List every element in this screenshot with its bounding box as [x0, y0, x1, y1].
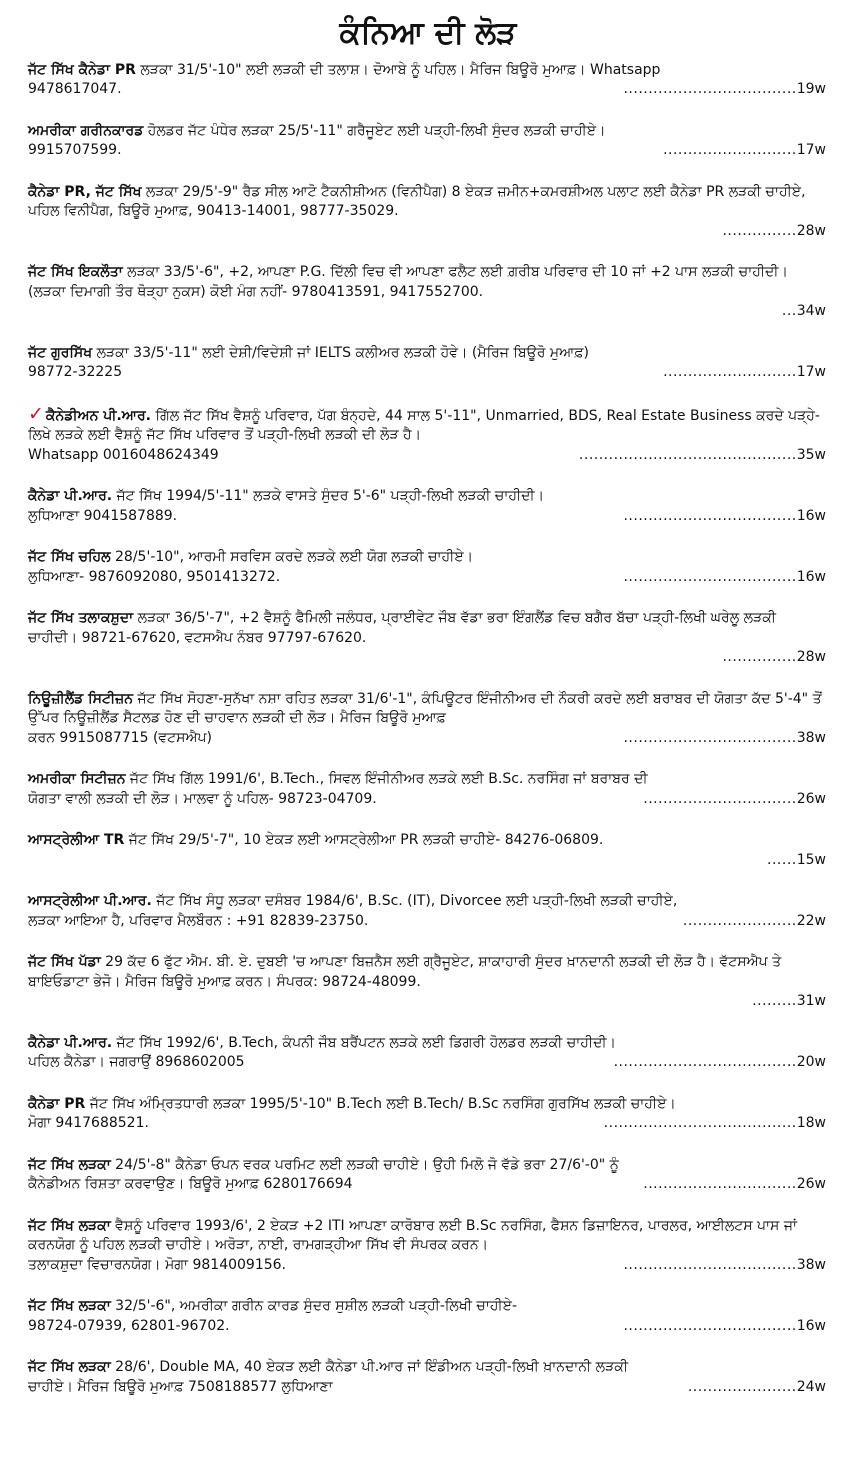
dot-leader: ......... [752, 993, 797, 1010]
classified-ad [28, 402, 828, 466]
classified-ad [28, 1297, 828, 1336]
ad-footer-line [28, 790, 826, 810]
ad-text [28, 1095, 826, 1115]
ad-body: ਜੱਟ ਸਿੱਖ ਅੰਮ੍ਰਿਤਧਾਰੀ ਲੜਕਾ 1995/5'-10" B.Tech ਲਈ B.Tech/ B.Sc ਨਰਸਿੰਗ ਗੁਰਸਿੱਖ ਲੜਕੀ ਚਾਹੀਏ। [85, 1095, 676, 1112]
ad-code-number: 18w [796, 1115, 826, 1132]
page-title: ਕੰਨਿਆ ਦੀ ਲੋੜ [339, 15, 517, 51]
ad-code-number: 19w [796, 81, 826, 98]
ad-code [722, 648, 826, 668]
ad-lead: ਕੈਨੇਡਾ ਪੀ.ਆਰ. [28, 488, 113, 505]
ad-text [28, 831, 826, 851]
ad-lead: ਅਮਰੀਕਾ ਗਰੀਨਕਾਰਡ [28, 122, 144, 139]
ad-lead: ਨਿਊਜ਼ੀਲੈਂਡ ਸਿਟੀਜ਼ਨ [28, 690, 134, 707]
ad-footer-line [28, 507, 826, 527]
classified-ad [28, 1095, 828, 1134]
ad-lead: ਕੈਨੇਡਾ PR, ਜੱਟ ਸਿੱਖ [28, 183, 142, 200]
dot-leader: ... [781, 303, 797, 320]
ad-contact: ਚਾਹੀਏ। ਮੈਰਿਜ ਬਿਊਰੋ ਮੁਆਫ਼ 7508188577 ਲੁਧਿਆਣਾ [28, 1378, 333, 1395]
ad-code [623, 507, 826, 527]
ad-lead: ਜੱਟ ਸਿੱਖ ਲੜਕਾ [28, 1359, 111, 1376]
ad-lead: ਜੱਟ ਸਿੱਖ ਕੈਨੇਡਾ PR [28, 61, 136, 78]
dot-leader: ..................................... [613, 1054, 797, 1071]
ad-footer-line [28, 1114, 826, 1134]
ad-code [623, 1317, 826, 1337]
ad-contact: ਤਲਾਕਸ਼ੁਦਾ ਵਿਚਾਰਨਯੋਗ। ਮੋਗਾ 9814009156. [28, 1256, 287, 1273]
ad-lead: ਕੈਨੇਡਾ ਪੀ.ਆਰ. [28, 1034, 113, 1051]
ad-code-number: 16w [796, 1317, 826, 1334]
ad-contact: Whatsapp 0016048624349 [28, 446, 219, 463]
ad-code [614, 1053, 826, 1073]
ad-contact: ਲੜਕਾ ਆਇਆ ਹੈ, ਪਰਿਵਾਰ ਮੈਲਬੌਰਨ : +91 82839-23750. [28, 912, 369, 929]
ad-footer-line [28, 141, 826, 161]
ad-footer-line [28, 363, 826, 383]
ad-code [643, 790, 826, 810]
ad-code [782, 302, 826, 322]
classified-ad [28, 770, 828, 809]
ad-text [28, 548, 826, 568]
ad-body: ਜੱਟ ਸਿੱਖ ਗਿੱਲ 1991/6', B.Tech., ਸਿਵਲ ਇੰਜੀਨੀਅਰ ਲੜਕੇ ਲਈ B.Sc. ਨਰਸਿੰਗ ਜਾਂ ਬਰਾਬਰ ਦੀ [125, 771, 648, 788]
ad-text [28, 953, 826, 992]
dot-leader: ........................... [663, 364, 797, 381]
ad-lead: ਆਸਟ੍ਰੇਲੀਆ TR [28, 832, 125, 849]
ad-contact: ਲੁਧਿਆਣਾ 9041587889. [28, 507, 178, 524]
classified-ad [28, 953, 828, 1012]
classified-ad [28, 487, 828, 526]
ad-text [28, 1217, 826, 1256]
dot-leader: ................................... [623, 1256, 797, 1273]
ad-body: ਵੈਸ਼ਨੂੰ ਪਰਿਵਾਰ 1993/6', 2 ਏਕੜ +2 ITI ਆਪਣਾ ਕਾਰੋਬਾਰ ਲਈ B.Sc ਨਰਸਿੰਗ, ਫੈਸ਼ਨ ਡਿਜ਼ਾਇਨਰ, ਪਾਰਲਰ, ਆਈਲਟਸ ਪਾਸ ਜਾਂ ਕਰਨਯੋਗ ਨੂੰ ਪਹਿਲ ਲੜਕੀ ਚਾਹੀਏ। ਅਰੋੜਾ, ਨਾਈ, ਰਾਮਗੜ੍ਹੀਆ ਸਿੱਖ ਵੀ ਸੰਪਰਕ ਕਰਨ। [28, 1217, 797, 1254]
dot-leader: ........................... [663, 142, 797, 159]
ad-code-number: 31w [796, 993, 826, 1010]
ad-lead: ਜੱਟ ਸਿੱਖ ਲੜਕਾ [28, 1217, 111, 1234]
ad-contact: ਮੋਗਾ 9417688521. [28, 1115, 149, 1132]
classified-ad [28, 344, 828, 383]
ad-footer-line [28, 1317, 826, 1337]
ad-footer-line [28, 302, 826, 322]
classified-ad [28, 831, 828, 870]
ad-code-number: 15w [796, 851, 826, 868]
ad-body: 29 ਕੱਦ 6 ਫੁੱਟ ਐਮ. ਬੀ. ਏ. ਦੁਬਈ 'ਚ ਆਪਣਾ ਬਿਜ਼ਨੈਸ ਲਈ ਗ੍ਰੈਜੂਏਟ, ਸ਼ਾਕਾਹਾਰੀ ਸੁੰਦਰ ਖ਼ਾਨਦਾਨੀ ਲੜਕੀ ਦੀ ਲੋੜ ਹੈ। ਵੱਟਸਐਪ ਤੇ ਬਾਇਓਡਾਟਾ ਭੇਜੋ। ਮੈਰਿਜ ਬਿਊਰੋ ਮੁਆਫ਼ ਕਰਨ। ਸੰਪਰਕ: 98724-48099. [28, 954, 782, 990]
ad-contact: ਲੁਧਿਆਣਾ- 9876092080, 9501413272. [28, 568, 281, 585]
ad-body: ਲੜਕਾ 31/5'-10" ਲਈ ਲੜਕੀ ਦੀ ਤਲਾਸ਼। ਦੋਆਬੇ ਨੂੰ ਪਹਿਲ। ਮੈਰਿਜ ਬਿਊਰੋ ਮੁਆਫ਼। Whatsapp [135, 61, 661, 78]
ad-body: ਜੱਟ ਸਿੱਖ ਸੰਧੂ ਲੜਕਾ ਦਸੰਬਰ 1984/6', B.Sc. (IT), Divorcee ਲਈ ਪੜ੍ਹੀ-ਲਿਖੀ ਲੜਕੀ ਚਾਹੀਏ, [151, 893, 678, 910]
classified-ad [28, 61, 828, 100]
ad-code-number: 22w [796, 912, 826, 929]
ad-contact: ਪਹਿਲ ਕੈਨੇਡਾ। ਜਗਰਾਉਂ 8968602005 [28, 1054, 245, 1071]
ad-code-number: 38w [796, 1256, 826, 1273]
ad-code [623, 568, 826, 588]
ad-footer-line [28, 648, 826, 668]
ad-code [643, 1175, 826, 1195]
ad-text [28, 1156, 826, 1176]
ad-lead: ਜੱਟ ਸਿੱਖ ਪੱਡਾ [28, 954, 101, 971]
ad-lead: ਜੱਟ ਸਿੱਖ ਲੜਕਾ [28, 1298, 111, 1315]
ad-contact: ਕਰਨ 9915087715 (ਵਟਸਐਪ) [28, 729, 212, 746]
classified-ad [28, 1217, 828, 1276]
dot-leader: ................................... [623, 568, 797, 585]
ad-code-number: 38w [796, 729, 826, 746]
ad-text [28, 122, 826, 142]
classified-ad [28, 263, 828, 322]
ad-code-number: 20w [796, 1054, 826, 1071]
dot-leader: ............... [722, 649, 797, 666]
dot-leader: ............................... [643, 790, 797, 807]
ad-code [663, 363, 826, 383]
ad-text [28, 1034, 826, 1054]
ad-text [28, 402, 826, 446]
ad-body: ਗਿੱਲ ਜੱਟ ਸਿੱਖ ਵੈਸ਼ਨੂੰ ਪਰਿਵਾਰ, ਪੱਗ ਬੰਨ੍ਹਦੇ, 44 ਸਾਲ 5'-11", Unmarried, BDS, Real Estate Business ਕਰਦੇ ਪੜ੍ਹੇ-ਲਿਖੇ ਲੜਕੇ ਲਈ ਵੈਸ਼ਨੂੰ ਜੱਟ ਸਿੱਖ ਪਰਿਵਾਰ ਤੋਂ ਪੜ੍ਹੀ-ਲਿਖੀ ਲੜਕੀ ਦੀ ਲੋੜ ਹੈ। [28, 407, 820, 444]
ad-footer-line [28, 851, 826, 871]
ad-lead: ਕੈਨੇਡੀਅਨ ਪੀ.ਆਰ. [45, 407, 151, 424]
ad-code [623, 1256, 826, 1276]
ad-contact: ਯੋਗਤਾ ਵਾਲੀ ਲੜਕੀ ਦੀ ਲੋੜ। ਮਾਲਵਾ ਨੂੰ ਪਹਿਲ- 98723-04709. [28, 790, 377, 807]
ad-code [623, 729, 826, 749]
dot-leader: ....................... [682, 912, 797, 929]
ad-footer-line [28, 222, 826, 242]
ad-code-number: 34w [796, 303, 826, 320]
classified-ad [28, 1034, 828, 1073]
ad-contact: 9915707599. [28, 142, 122, 159]
ad-body: 32/5'-6", ਅਮਰੀਕਾ ਗਰੀਨ ਕਾਰਡ ਸੁੰਦਰ ਸੁਸ਼ੀਲ ਲੜਕੀ ਪੜ੍ਹੀ-ਲਿਖੀ ਚਾਹੀਏ- [110, 1298, 518, 1315]
ad-footer-line [28, 1175, 826, 1195]
dot-leader: ............................................ [578, 446, 797, 463]
dot-leader: ............................... [643, 1176, 797, 1193]
ad-text [28, 690, 826, 729]
ad-footer-line [28, 1256, 826, 1276]
ad-code-number: 17w [796, 142, 826, 159]
ad-text [28, 1297, 826, 1317]
ad-footer-line [28, 729, 826, 749]
dot-leader: ...... [767, 851, 797, 868]
ad-contact: 9478617047. [28, 81, 122, 98]
ad-body: ਜੱਟ ਸਿੱਖ ਸੋਹਣਾ-ਸੁਨੱਖਾ ਨਸ਼ਾ ਰਹਿਤ ਲੜਕਾ 31/6'-1", ਕੰਪਿਊਟਰ ਇੰਜੀਨੀਅਰ ਦੀ ਨੌਕਰੀ ਕਰਦੇ ਲਈ ਬਰਾਬਰ ਦੀ ਯੋਗਤਾ ਕੱਦ 5'-4" ਤੋਂ ਉੱਪਰ ਨਿਊਜ਼ੀਲੈਂਡ ਸੈਟਲਡ ਹੋਣ ਦੀ ਚਾਹਵਾਨ ਲੜਕੀ ਦੀ ਲੋੜ। ਮੈਰਿਜ ਬਿਊਰੋ ਮੁਆਫ਼ [28, 690, 822, 727]
ad-code-number: 26w [796, 1176, 826, 1193]
ad-text [28, 487, 826, 507]
ad-text [28, 61, 826, 81]
ad-body: 28/6', Double MA, 40 ਏਕੜ ਲਈ ਕੈਨੇਡਾ ਪੀ.ਆਰ ਜਾਂ ਇੰਡੀਅਨ ਪੜ੍ਹੀ-ਲਿਖੀ ਖ਼ਾਨਦਾਨੀ ਲੜਕੀ [110, 1359, 629, 1376]
ad-text [28, 344, 826, 364]
ad-code-number: 28w [796, 649, 826, 666]
dot-leader: ...................... [687, 1378, 797, 1395]
ad-body: ਲੜਕਾ 33/5'-11" ਲਈ ਦੇਸ਼ੀ/ਵਿਦੇਸ਼ੀ ਜਾਂ IELTS ਕਲੀਅਰ ਲੜਕੀ ਹੋਵੇ। (ਮੈਰਿਜ ਬਿਊਰੋ ਮੁਆਫ਼) [92, 344, 589, 361]
ad-text [28, 1358, 826, 1378]
ad-code-number: 16w [796, 507, 826, 524]
ad-code [579, 446, 826, 466]
ad-code [683, 912, 826, 932]
ad-body: ਜੱਟ ਸਿੱਖ 1994/5'-11" ਲੜਕੇ ਵਾਸਤੇ ਸੁੰਦਰ 5'-6" ਪੜ੍ਹੀ-ਲਿਖੀ ਲੜਕੀ ਚਾਹੀਦੀ। [112, 488, 545, 505]
ad-lead: ਕੈਨੇਡਾ PR [28, 1095, 86, 1112]
ad-contact: 98724-07939, 62801-96702. [28, 1317, 230, 1334]
dot-leader: ................................... [623, 1317, 797, 1334]
ad-lead: ਜੱਟ ਸਿੱਖ ਲੜਕਾ [28, 1156, 111, 1173]
ad-code-number: 26w [796, 790, 826, 807]
ad-code [688, 1378, 826, 1398]
dot-leader: ................................... [623, 81, 797, 98]
ad-code-number: 16w [796, 568, 826, 585]
ad-lead: ਆਸਟ੍ਰੇਲੀਆ ਪੀ.ਆਰ. [28, 893, 152, 910]
classified-ad [28, 690, 828, 749]
ad-footer-line [28, 992, 826, 1012]
ad-body: ਜੱਟ ਸਿੱਖ 1992/6', B.Tech, ਕੰਪਨੀ ਜੌਬ ਬਰੈਂਪਟਨ ਲੜਕੇ ਲਈ ਡਿਗਰੀ ਹੋਲਡਰ ਲੜਕੀ ਚਾਹੀਦੀ। [112, 1034, 616, 1051]
ad-code [663, 141, 826, 161]
classified-ad [28, 892, 828, 931]
ad-body: ਲੜਕਾ 33/5'-6", +2, ਆਪਣਾ P.G. ਦਿੱਲੀ ਵਿਚ ਵੀ ਆਪਣਾ ਫਲੈਟ ਲਈ ਗ਼ਰੀਬ ਪਰਿਵਾਰ ਦੀ 10 ਜਾਂ +2 ਪਾਸ ਲੜਕੀ ਚਾਹੀਦੀ। (ਲੜਕਾ ਦਿਮਾਗੀ ਤੌਰ ਥੋੜ੍ਹਾ ਨੁਕਸ) ਕੋਈ ਮੰਗ ਨਹੀਂ- 9780413591, 9417552700. [28, 264, 788, 300]
dot-leader: ....................................... [603, 1115, 797, 1132]
ad-lead: ਜੱਟ ਗੁਰਸਿੱਖ [28, 344, 93, 361]
checkmark-icon: ✓ [28, 402, 44, 425]
ad-body: ਲੜਕਾ 36/5'-7", +2 ਵੈਸ਼ਨੂੰ ਫੈਮਿਲੀ ਜਲੰਧਰ, ਪ੍ਰਾਈਵੇਟ ਜੌਬ ਵੱਡਾ ਭਰਾ ਇੰਗਲੈਂਡ ਵਿਚ ਬਗੈਰ ਬੱਚਾ ਪੜ੍ਹੀ-ਲਿਖੀ ਘਰੇਲੂ ਲੜਕੀ ਚਾਹੀਦੀ। 98721-67620, ਵਟਸਐਪ ਨੰਬਰ 97797-67620. [28, 610, 777, 646]
classified-ad [28, 1358, 828, 1397]
ad-text [28, 609, 826, 648]
ad-body: ਜੱਟ ਸਿੱਖ 29/5'-7", 10 ਏਕੜ ਲਈ ਆਸਟ੍ਰੇਲੀਆ PR ਲੜਕੀ ਚਾਹੀਏ- 84276-06809. [124, 832, 604, 849]
ad-lead: ਜੱਟ ਸਿੱਖ ਚਹਿਲ [28, 549, 111, 566]
ad-body: ਲੜਕਾ 29/5'-9" ਰੈਡ ਸੀਲ ਆਟੋ ਟੈਕਨੀਸ਼ੀਅਨ (ਵਿਨੀਪੈਗ) 8 ਏਕੜ ਜ਼ਮੀਨ+ਕਮਰਸ਼ੀਅਲ ਪਲਾਟ ਲਈ ਕੈਨੇਡਾ PR ਲੜਕੀ ਚਾਹੀਏ, ਪਹਿਲ ਵਿਨੀਪੈਗ, ਬਿਊਰੋ ਮੁਆਫ਼, 90413-14001, 98777-35029. [28, 183, 806, 220]
classified-ad [28, 183, 828, 242]
ad-code [722, 222, 826, 242]
ad-code [752, 992, 826, 1012]
ad-footer-line [28, 80, 826, 100]
ad-code [623, 80, 826, 100]
ad-code [767, 851, 826, 871]
ad-text [28, 770, 826, 790]
ad-footer-line [28, 1378, 826, 1398]
classified-ad [28, 1156, 828, 1195]
ad-code-number: 35w [796, 446, 826, 463]
ad-footer-line [28, 446, 826, 466]
ad-footer-line [28, 568, 826, 588]
ad-lead: ਜੱਟ ਸਿੱਖ ਤਲਾਕਸ਼ੁਦਾ [28, 610, 134, 627]
ad-footer-line [28, 1053, 826, 1073]
ad-text [28, 183, 826, 222]
ad-lead: ਅਮਰੀਕਾ ਸਿਟੀਜ਼ਨ [28, 771, 126, 788]
ad-body: 24/5'-8" ਕੈਨੇਡਾ ਓਪਨ ਵਰਕ ਪਰਮਿਟ ਲਈ ਲੜਕੀ ਚਾਹੀਏ। ਉਹੀ ਮਿਲੋ ਜੋ ਵੱਡੇ ਭਰਾ 27/6'-0" ਨੂੰ [110, 1156, 619, 1173]
ad-footer-line [28, 912, 826, 932]
ad-body: ਹੋਲਡਰ ਜੱਟ ਪੰਧੇਰ ਲੜਕਾ 25/5'-11" ਗਰੈਜੂਏਟ ਲਈ ਪੜ੍ਹੀ-ਲਿਖੀ ਸੁੰਦਰ ਲੜਕੀ ਚਾਹੀਏ। [143, 122, 606, 139]
classified-ad [28, 548, 828, 587]
ad-text [28, 892, 826, 912]
ad-text [28, 263, 826, 302]
ad-contact: 98772-32225 [28, 364, 123, 381]
dot-leader: ................................... [623, 729, 797, 746]
ad-code [604, 1114, 826, 1134]
ad-code-number: 24w [796, 1378, 826, 1395]
ad-contact: ਕੈਨੇਡੀਅਨ ਰਿਸ਼ਤਾ ਕਰਵਾਉਣ। ਬਿਊਰੋ ਮੁਆਫ਼ 6280176694 [28, 1176, 353, 1193]
dot-leader: ............... [722, 222, 797, 239]
classified-ad [28, 122, 828, 161]
ad-body: 28/5'-10", ਆਰਮੀ ਸਰਵਿਸ ਕਰਦੇ ਲੜਕੇ ਲਈ ਯੋਗ ਲੜਕੀ ਚਾਹੀਏ। [110, 549, 474, 566]
dot-leader: ................................... [623, 507, 797, 524]
ad-code-number: 28w [796, 222, 826, 239]
ad-lead: ਜੱਟ ਸਿੱਖ ਇਕਲੌਤਾ [28, 264, 123, 281]
classified-ad [28, 609, 828, 668]
ad-code-number: 17w [796, 364, 826, 381]
ads-list [28, 61, 828, 1398]
